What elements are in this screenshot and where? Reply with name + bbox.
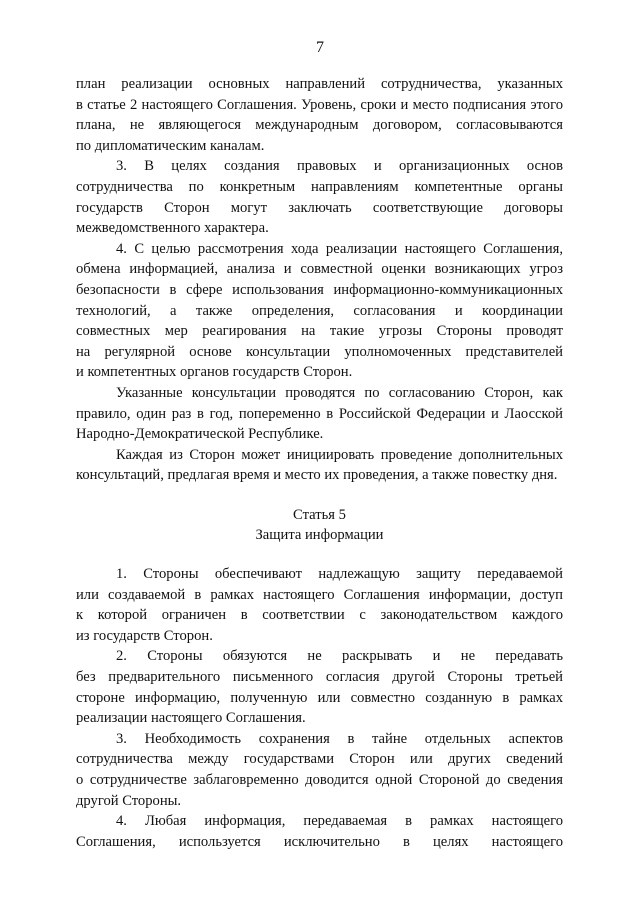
- text-line: консультаций, предлагая время и место их проведения, а также повестку дня.: [76, 467, 558, 484]
- text-line: межведомственного характера.: [76, 220, 269, 237]
- text-line: совместных мер реагирования на такие угрозы Стороны проводят: [76, 323, 563, 340]
- text-line: Каждая из Сторон может инициировать проведение дополнительных: [116, 446, 563, 463]
- paragraph: [76, 445, 563, 486]
- text-line: без предварительного письменного согласия другой Стороны третьей: [76, 669, 563, 686]
- text-line: 4. С целью рассмотрения хода реализации настоящего Соглашения,: [116, 240, 563, 257]
- article-number: Статья 5: [293, 506, 346, 523]
- text-line: безопасности в сфере использования информационно-коммуникационных: [76, 281, 563, 298]
- text-line: обмена информацией, анализа и совместной оценки возникающих угроз: [76, 261, 563, 278]
- text-line: план реализации основных направлений сотрудничества, указанных: [76, 76, 563, 92]
- text-line: реализации настоящего Соглашения.: [76, 710, 306, 727]
- text-line: государств Сторон могут заключать соответствующие договоры: [76, 199, 563, 216]
- text-line: стороне информацию, полученную или совместно созданную в рамках: [76, 689, 563, 706]
- text-line: к которой ограничен в соответствии с законодательством каждого: [76, 607, 563, 624]
- text-line: по дипломатическим каналам.: [76, 137, 265, 154]
- text-line: сотрудничества между государствами Сторон или других сведений: [76, 751, 563, 768]
- paragraph: [76, 383, 563, 445]
- paragraph: [76, 156, 563, 238]
- document-body: [76, 74, 563, 852]
- text-line: 3. Необходимость сохранения в тайне отдельных аспектов: [116, 730, 563, 747]
- text-line: 4. Любая информация, передаваемая в рамках настоящего: [116, 813, 563, 830]
- text-line: Народно-Демократической Республике.: [76, 426, 324, 443]
- paragraph: [76, 239, 563, 383]
- paragraph: [76, 729, 563, 811]
- text-line: из государств Сторон.: [76, 627, 213, 644]
- text-line: и компетентных органов государств Сторон.: [76, 364, 353, 381]
- text-line: Указанные консультации проводятся по согласованию Сторон, как: [116, 384, 563, 401]
- text-line: другой Стороны.: [76, 792, 182, 809]
- text-line: технологий, а также определения, согласования и координации: [76, 302, 563, 319]
- text-line: 3. В целях создания правовых и организационных основ: [116, 158, 563, 175]
- article-heading: [76, 505, 563, 546]
- paragraph: [76, 646, 563, 728]
- article-title: Защита информации: [255, 527, 384, 544]
- text-line: сотрудничества по конкретным направлениям компетентные органы: [76, 178, 563, 195]
- text-line: на регулярной основе консультации уполномоченных представителей: [76, 343, 563, 360]
- paragraph: [76, 811, 563, 852]
- page-number: 7: [316, 39, 324, 56]
- text-line: 2. Стороны обязуются не раскрывать и не передавать: [116, 648, 563, 665]
- paragraph: [76, 564, 563, 646]
- text-line: или создаваемой в рамках настоящего Соглашения информации, доступ: [76, 586, 563, 603]
- text-line: Соглашения, используется исключительно в целях настоящего: [76, 833, 563, 850]
- text-line: в статье 2 настоящего Соглашения. Уровень, сроки и место подписания этого: [76, 96, 563, 113]
- text-line: правило, один раз в год, попеременно в Российской Федерации и Лаосской: [76, 405, 563, 422]
- text-line: о сотрудничестве заблаговременно доводится одной Стороной до сведения: [76, 772, 563, 788]
- text-line: плана, не являющегося международным договором, согласовываются: [76, 117, 563, 134]
- text-line: 1. Стороны обеспечивают надлежащую защиту передаваемой: [116, 566, 563, 583]
- paragraph: [76, 74, 563, 156]
